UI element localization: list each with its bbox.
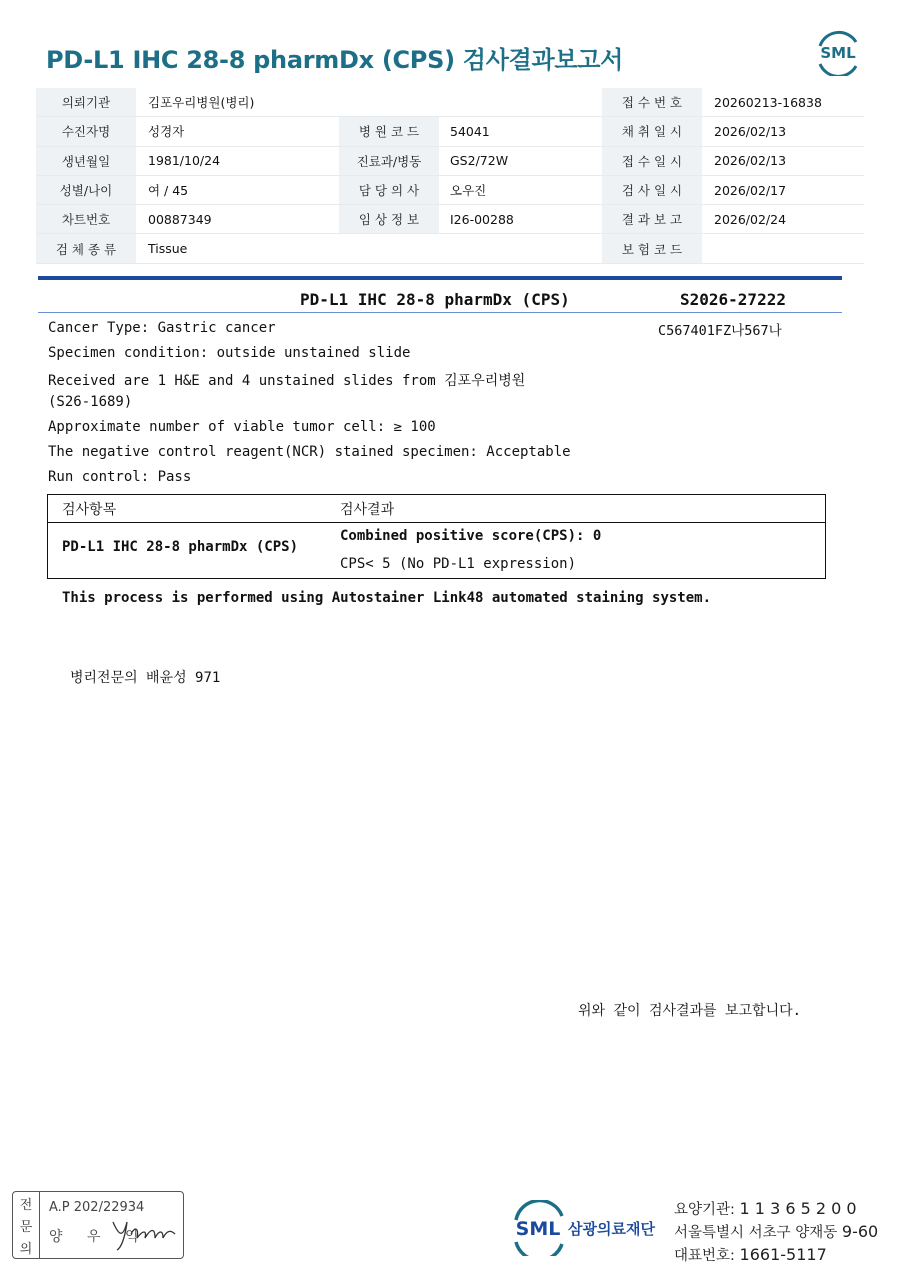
value-receipt-number: 20260213-16838 [714,94,822,110]
value-clinical-info: I26-00288 [450,211,514,227]
value-patient-name: 성경자 [148,124,185,140]
label-sex-age: 성별/나이 [36,176,136,204]
label-patient-name: 수진자명 [36,117,136,145]
stamp-license: A.P 202/22934 [49,1200,145,1215]
phone [674,1244,827,1265]
stamp-side-label [13,1192,40,1258]
report-line: Received are 1 H&E and 4 unstained slides from 김포우리병원 [48,373,526,389]
specialist-stamp [12,1191,184,1259]
results-table [47,494,826,579]
report-header [38,286,842,313]
results-header [48,495,825,523]
col-test-result: 검사결과 [340,502,395,518]
address-number: 9-60 [841,1222,879,1241]
report-line: Specimen condition: outside unstained slide [48,345,411,361]
info-row [36,234,864,263]
svg-text:SML: SML [820,44,856,62]
report-title: PD-L1 IHC 28-8 pharmDx (CPS) 검사결과보고서 [46,46,623,74]
institution-code [674,1198,857,1219]
specimen-code: C567401FZ나567나 [658,323,782,339]
address [674,1221,878,1242]
label-insurance-code: 보 험 코 드 [602,234,702,262]
institution-code-value: 1 1 3 6 5 2 0 0 [739,1199,857,1218]
value-birth-date: 1981/10/24 [148,153,221,169]
patient-info-table [36,88,864,264]
address-city: 서울특별시 서초구 양재동 [674,1225,838,1241]
pathologist: 병리전문의 배윤성 971 [70,670,221,686]
svg-text:SML: SML [515,1218,561,1240]
label-hospital-code: 병 원 코 드 [339,117,439,145]
phone-label: 대표번호: [674,1248,735,1264]
label-birth-date: 생년월일 [36,147,136,175]
value-report-date: 2026/02/24 [714,211,787,227]
label-collection-date: 채 취 일 시 [602,117,702,145]
stamp-side-char: 문 [19,1219,33,1235]
report-line: Approximate number of viable tumor cell: ≥ 100 [48,419,436,435]
process-note: This process is performed using Autostainer Link48 automated staining system. [62,590,712,606]
sml-footer-logo-icon [508,1200,570,1256]
info-row [36,176,864,205]
sml-logo-icon [812,28,864,76]
report-test-name: PD-L1 IHC 28-8 pharmDx (CPS) [300,290,570,309]
label-receipt-date: 접 수 일 시 [602,147,702,175]
result-item-name: PD-L1 IHC 28-8 pharmDx (CPS) [62,539,299,555]
value-receipt-date: 2026/02/13 [714,153,787,169]
info-row [36,205,864,234]
label-test-date: 검 사 일 시 [602,176,702,204]
value-department: GS2/72W [450,153,509,169]
signature-icon [109,1212,181,1252]
section-divider [38,276,842,280]
label-clinical-info: 임 상 정 보 [339,205,439,233]
label-report-date: 결 과 보 고 [602,205,702,233]
value-collection-date: 2026/02/13 [714,123,787,139]
value-hospital-code: 54041 [450,123,490,139]
info-row [36,117,864,146]
result-interpretation: CPS< 5 (No PD-L1 expression) [340,556,577,572]
label-chart-number: 차트번호 [36,205,136,233]
foundation-name: 삼광의료재단 [568,1220,655,1238]
report-line: Run control: Pass [48,469,192,485]
phone-number: 1661-5117 [739,1245,827,1264]
value-specimen-type: Tissue [148,241,188,257]
value-requesting-org: 김포우리병원(병리) [148,95,255,111]
label-physician: 담 당 의 사 [339,176,439,204]
report-line: The negative control reagent(NCR) stained specimen: Acceptable [48,444,571,460]
label-requesting-org: 의뢰기관 [36,88,136,116]
info-row [36,147,864,176]
col-test-item: 검사항목 [62,502,117,518]
report-line: Cancer Type: Gastric cancer [48,320,276,336]
report-line: (S26-1689) [48,394,133,410]
label-specimen-type: 검 체 종 류 [36,234,136,262]
stamp-side-char: 전 [19,1197,33,1213]
value-physician: 오우진 [450,183,487,199]
label-department: 진료과/병동 [339,147,439,175]
label-receipt-number: 접 수 번 호 [602,88,702,116]
report-number: S2026-27222 [680,290,786,309]
info-row [36,88,864,117]
closing-statement: 위와 같이 검사결과를 보고합니다. [578,1003,802,1019]
value-sex-age: 여 / 45 [148,183,189,199]
value-test-date: 2026/02/17 [714,182,787,198]
stamp-name: 양 우 익 [49,1229,149,1245]
value-insurance-code [714,234,864,262]
value-chart-number: 00887349 [148,211,212,227]
institution-code-label: 요양기관: [674,1202,735,1218]
result-score: Combined positive score(CPS): 0 [340,528,602,544]
stamp-side-char: 의 [19,1241,33,1257]
